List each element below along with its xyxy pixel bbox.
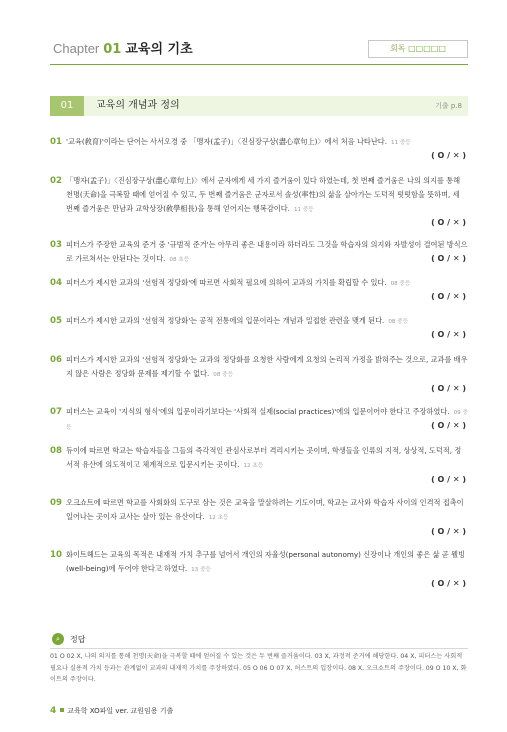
bullet-square-icon (60, 708, 64, 712)
exam-tag: 13 중등 (191, 567, 211, 573)
question-text-wrap (66, 496, 468, 525)
ox-answer[interactable]: ( O / ✕ ) (428, 328, 466, 342)
section-number: 01 (50, 96, 84, 116)
magnifier-icon: ⌕ (52, 633, 64, 645)
chapter-title: 교육의 기초 (125, 42, 193, 57)
exam-tag: 12 초등 (243, 463, 264, 469)
section-title: 교육의 개념과 정의 (96, 100, 180, 111)
question-item (50, 135, 468, 160)
exam-tag: 08 초등 (169, 257, 190, 263)
question-item (50, 314, 468, 339)
question-item (50, 444, 468, 484)
answer-divider (50, 648, 468, 649)
chapter-number: 01 (103, 42, 122, 57)
ox-answer[interactable]: ( O / ✕ ) (428, 577, 466, 591)
question-number: 07 (50, 407, 62, 417)
question-item (50, 276, 468, 301)
question-item (50, 353, 468, 393)
question-text: 피터스가 제시한 교과의 '선험적 정당화'는 공적 전통에의 입문이라는 개념과 밀접한 관련을 맺게 된다. (66, 316, 385, 325)
ox-answer[interactable]: ( O / ✕ ) (428, 419, 466, 433)
question-number: 02 (50, 176, 62, 186)
question-text: 피터스는 교육이 '지식의 형식'에의 입문이라기보다는 '사회적 실제(social practices)'에의 입문이어야 한다고 주장하였다. (66, 407, 450, 416)
question-text-wrap (66, 314, 468, 329)
answer-text: 01 O 02 X, 나의 의지를 통해 천명(天命)을 극복할 때에 얻어질 수 있는 것은 두 번째 즐거움이다. 03 X, 과정적 준거에 해당한다. 04 X, 피터스는 사회적 필요나 실용적 가치 등과는 관계없이 교과의 내재적 가치를 주장하였다. 05 O 06 O 07 X, 허스트의 입장이다. 08 X, 오크쇼트의 주장이다. 09 O 10 X, 화이트의 주장이다. (50, 653, 467, 683)
question-item (50, 405, 468, 435)
question-text-wrap (66, 405, 468, 435)
section-page-ref: 기출 p.8 (435, 102, 462, 110)
ox-answer[interactable]: ( O / ✕ ) (428, 525, 466, 539)
ox-answer[interactable]: ( O / ✕ ) (428, 216, 466, 230)
book-title: 교육학 XO파일 ver. 교원임용 기출 (67, 707, 174, 715)
question-text-wrap (66, 444, 468, 473)
exam-tag: 11 중등 (391, 140, 411, 146)
ox-answer[interactable]: ( O / ✕ ) (428, 473, 466, 487)
header-rule (50, 64, 468, 65)
exam-tag: 08 중등 (388, 319, 409, 325)
question-number: 08 (50, 446, 62, 456)
page-number: 4 (50, 706, 57, 716)
exam-tag: 08 중등 (213, 372, 233, 378)
question-text-wrap (66, 276, 468, 291)
ox-answer[interactable]: ( O / ✕ ) (428, 149, 466, 163)
question-item (50, 174, 468, 227)
question-text-wrap (66, 548, 468, 577)
question-text: 피터스가 제시한 교과의 '선험적 정당화'는 교과의 정당화를 요청한 사람에게 요청의 논리적 가정을 밝혀주는 것으로, 교과를 배우지 않은 사람은 정당화 문제를 제기할 수 없다. (66, 355, 468, 378)
exam-tag: 11 중등 (293, 207, 314, 213)
answer-header (50, 633, 468, 647)
question-number: 10 (50, 550, 62, 560)
question-number: 04 (50, 278, 62, 288)
page-footer (50, 706, 173, 716)
question-number: 01 (50, 137, 62, 147)
question-text: 피터스가 제시한 교과의 '선험적 정당화'에 따르면 사회적 필요에 의하여 교과의 가치를 확립할 수 있다. (66, 278, 387, 287)
question-item (50, 496, 468, 536)
question-text-wrap (66, 135, 468, 150)
chapter-header (53, 38, 193, 57)
question-item (50, 548, 468, 588)
question-number: 06 (50, 355, 62, 365)
question-text: 「맹자(孟子)」〈진심장구상(盡心章句上)〉에서 군자에게 세 가지 즐거움이 있다 하였는데, 첫 번째 즐거움은 나의 의지를 통해 천명(天命)을 극복할 때에 얻어질 수 있고, 두 번째 즐거움은 군자로서 솔성(率性)의 삶을 살아가는 도덕적 떳떳함을 뜻하며, 세 번째 즐거움은 만남과 교학상장(敎學相長)을 통해 얻어지는 행복감이다. (66, 176, 461, 213)
exam-tag: 08 중등 (390, 281, 411, 287)
ox-answer[interactable]: ( O / ✕ ) (428, 252, 466, 266)
question-number: 05 (50, 316, 62, 326)
question-number: 03 (50, 240, 62, 250)
question-item (50, 238, 468, 267)
question-text: 피터스가 주장한 교육의 준거 중 '규범적 준거'는 아무리 좋은 내용이라 하더라도 그것을 학습자의 의지와 자발성이 결여된 방식으로 가르쳐서는 안된다는 것이다. (66, 240, 468, 263)
review-checkbox-box[interactable]: 회독 □□□□□ (368, 40, 468, 58)
question-text-wrap (66, 174, 468, 217)
question-text: 화이트헤드는 교육의 목적은 내재적 가치 추구를 넘어서 개인의 자율성(personal autonomy) 신장이나 개인의 좋은 삶 곧 웰빙(well-being)에 두어야 한다고 하였다. (66, 550, 465, 573)
question-text: 오크쇼트에 따르면 학교를 사회화의 도구로 삼는 것은 교육을 말살하려는 기도이며, 학교는 교사와 학습자 사이의 인격적 접촉이 일어나는 곳이자 교사는 살아 있는 유산이다. (66, 498, 464, 521)
question-text-wrap (66, 238, 468, 267)
exam-tag: 12 초등 (208, 515, 229, 521)
question-number: 09 (50, 498, 62, 508)
section-bar (50, 96, 468, 116)
chapter-word: Chapter (53, 41, 100, 56)
ox-answer[interactable]: ( O / ✕ ) (428, 290, 466, 304)
question-text-wrap (66, 353, 468, 382)
exam-tag: 09 중등 (66, 410, 468, 431)
answer-label: 정답 (70, 635, 86, 644)
question-text: 듀이에 따르면 학교는 학습자들을 그들의 즉각적인 관심사로부터 격리시키는 곳이며, 학생들을 인류의 지적, 상상적, 도덕적, 정서적 유산에 의도적이고 체계적으로 입문시키는 곳이다. (66, 446, 462, 469)
ox-answer[interactable]: ( O / ✕ ) (428, 382, 466, 396)
question-text: '교육(敎育)'이라는 단어는 사서오경 중 「맹자(孟子)」〈진심장구상(盡心章句上)〉에서 처음 나타난다. (66, 137, 388, 146)
